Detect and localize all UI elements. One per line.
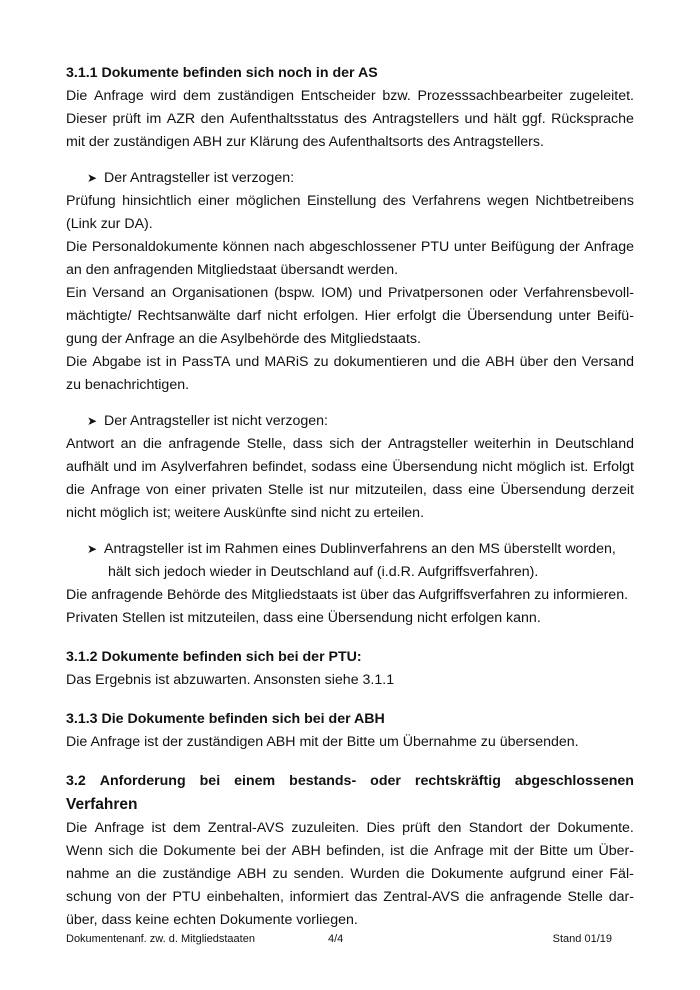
word: möglich <box>516 459 566 475</box>
word: und <box>358 285 383 301</box>
word: dass <box>432 482 463 498</box>
word: darf <box>236 308 262 324</box>
word: Prüfung <box>66 193 116 209</box>
word: PTU <box>172 889 201 905</box>
word: mitzuteilen, <box>355 482 427 498</box>
word: dokumentieren <box>333 354 428 370</box>
word: zu <box>272 866 288 882</box>
word: anfragende <box>168 436 241 452</box>
word: bei <box>199 773 221 789</box>
word: und <box>235 354 260 370</box>
word: die <box>409 843 429 859</box>
word: PTU <box>420 239 450 255</box>
word: können <box>222 239 270 255</box>
word: die <box>142 436 162 452</box>
word: von <box>117 889 141 905</box>
text-line <box>66 282 634 305</box>
word: nahme <box>66 866 110 882</box>
word: Prozesssachbearbeiter <box>417 88 563 104</box>
word: bei <box>241 843 261 859</box>
text-line: Die Anfrage ist der zuständigen ABH mit der Bitte um Übernahme zu übersenden. <box>66 734 579 750</box>
word: ABH <box>237 866 267 882</box>
section-heading-3-1-3: 3.1.3 Die Dokumente befinden sich bei der ABH <box>66 711 385 727</box>
word: Zentral-AVS <box>383 889 460 905</box>
word: Beifü- <box>596 308 634 324</box>
word: nur <box>328 482 350 498</box>
word: möglichen <box>235 193 301 209</box>
text-line: nicht möglich ist; weitere Auskünfte sind nicht zu erteilen. <box>66 505 425 521</box>
word: der <box>360 436 382 452</box>
word: des <box>382 193 406 209</box>
word: Die <box>66 820 88 836</box>
bullet-item <box>87 167 634 190</box>
word: Aufenthaltsstatus <box>229 111 339 127</box>
text-line <box>66 479 634 502</box>
word: die <box>66 482 85 498</box>
word: Privatpersonen <box>387 285 484 301</box>
word: ABH <box>485 354 515 370</box>
text-line <box>66 817 634 840</box>
word: die <box>461 354 481 370</box>
word: den <box>200 111 225 127</box>
bullet-text: Der Antragsteller ist nicht verzogen: <box>104 413 328 429</box>
word: Ein <box>66 285 87 301</box>
bullet-item <box>87 538 634 561</box>
arrow-bullet-icon: ➤ <box>87 542 98 556</box>
word: rechtskräftig <box>414 773 501 789</box>
word: Antragsteller <box>388 436 468 452</box>
word: Die <box>66 239 88 255</box>
text-line <box>66 351 634 374</box>
word: IOM) <box>320 285 353 301</box>
word: einbehalten, <box>206 889 284 905</box>
word: aufhält <box>66 459 109 475</box>
word: einer <box>174 482 207 498</box>
arrow-bullet-icon: ➤ <box>87 171 98 185</box>
word: wird <box>150 88 177 104</box>
word: erfolgen. <box>303 308 359 324</box>
word: ist <box>146 354 161 370</box>
text-line <box>66 108 634 131</box>
word: zuzuleiten. <box>291 820 360 836</box>
text-line <box>66 85 634 108</box>
word: derzeit <box>591 482 634 498</box>
word: informiert <box>289 889 349 905</box>
word: oder <box>489 285 518 301</box>
word: im <box>141 459 157 475</box>
text-line <box>66 456 634 479</box>
text-line: zu benachrichtigen. <box>66 377 190 393</box>
word: abgeschlossener <box>309 239 417 255</box>
text-line: gung der Anfrage an die Asylbehörde des Mitgliedstaats. <box>66 331 421 347</box>
word: Abgabe <box>92 354 142 370</box>
word: und <box>113 459 137 475</box>
text-line <box>66 305 634 328</box>
word: Standort <box>468 820 523 836</box>
word: Antwort <box>66 436 115 452</box>
word: Anfrage <box>90 482 141 498</box>
word: Entscheider <box>300 88 376 104</box>
word: ist <box>309 482 324 498</box>
word: Anfrage <box>94 820 145 836</box>
word: einer <box>571 866 604 882</box>
word: ist. <box>570 459 589 475</box>
word: Stelle, <box>246 436 287 452</box>
word: Übersendung <box>467 308 553 324</box>
word: der <box>559 239 580 255</box>
word: Zentral-AVS <box>207 820 285 836</box>
word: nicht <box>482 459 513 475</box>
word: Fäl- <box>609 866 634 882</box>
word: und <box>464 111 489 127</box>
bullet-continuation: hält sich jedoch wieder in Deutschland auf (i.d.R. Aufgriffsverfahren). <box>108 564 539 580</box>
word: AZR <box>166 111 196 127</box>
word: die <box>137 866 157 882</box>
text-line <box>66 236 634 259</box>
word: befinden, <box>326 843 385 859</box>
word: privaten <box>211 482 263 498</box>
word: wegen <box>487 193 529 209</box>
word: oder <box>370 773 401 789</box>
word: Einstellung <box>306 193 377 209</box>
word: (bspw. <box>274 285 316 301</box>
bullet-text: Der Antragsteller ist verzogen: <box>104 170 295 186</box>
word: Die <box>66 354 88 370</box>
word: an <box>150 285 167 301</box>
word: Dokumente <box>430 866 504 882</box>
word: prüft <box>112 111 141 127</box>
word: Versand <box>92 285 145 301</box>
word: Nichtbetreibens <box>535 193 634 209</box>
word: bzw. <box>382 88 411 104</box>
word: der <box>265 843 287 859</box>
word: an <box>115 866 132 882</box>
word: weiterhin <box>474 436 531 452</box>
word: die <box>442 308 462 324</box>
text-line: Die anfragende Behörde des Mitgliedstaats ist über das Aufgriffsverfahren zu informieren. <box>66 587 629 603</box>
text-line <box>66 840 634 863</box>
word: Erfolgt <box>592 459 634 475</box>
word: eine <box>468 482 495 498</box>
word: PassTA <box>181 354 231 370</box>
word: Die <box>66 88 88 104</box>
word: 3.2 <box>66 773 86 789</box>
word: ABH <box>291 843 321 859</box>
word: Beifügung <box>490 239 555 255</box>
word: Stelle <box>567 889 603 905</box>
text-line: über, dass keine echten Dokumente vorliegen. <box>66 912 358 928</box>
word: den <box>437 820 462 836</box>
word: Stelle <box>267 482 304 498</box>
bullet-item <box>87 410 634 433</box>
footer-title: Dokumentenanf. zw. d. Mitgliedstaaten <box>66 933 255 945</box>
word: MARiS <box>264 354 309 370</box>
word: eine <box>360 459 388 475</box>
word: um <box>573 843 594 859</box>
text-line <box>66 863 634 886</box>
word: Rechtsanwälte <box>137 308 231 324</box>
word: Versand <box>581 354 634 370</box>
word: Dieser <box>66 111 107 127</box>
word: sich <box>108 843 134 859</box>
section-heading-3-2 <box>66 770 634 793</box>
word: Hier <box>364 308 391 324</box>
word: Asylverfahren <box>161 459 248 475</box>
word: unter <box>558 308 591 324</box>
word: der <box>513 843 535 859</box>
arrow-bullet-icon: ➤ <box>87 414 98 428</box>
word: befindet, <box>252 459 307 475</box>
word: nicht <box>267 308 298 324</box>
word: bestands- <box>289 773 357 789</box>
word: Anfrage <box>94 88 144 104</box>
word: hinsichtlich <box>122 193 192 209</box>
word: schung <box>66 889 112 905</box>
word: ggf. <box>521 111 546 127</box>
word: Wenn <box>66 843 103 859</box>
word: das <box>354 889 378 905</box>
word: Personaldokumente <box>91 239 219 255</box>
word: zuständigen <box>217 88 295 104</box>
word: Organisationen <box>171 285 269 301</box>
word: ist <box>151 820 166 836</box>
word: an <box>120 436 137 452</box>
word: Bitte <box>539 843 568 859</box>
word: von <box>145 482 169 498</box>
word: erfolgt <box>396 308 437 324</box>
word: Über- <box>598 843 634 859</box>
word: unter <box>453 239 487 255</box>
text-line: an den anfragenden Mitgliedstaat übersandt werden. <box>66 262 399 278</box>
word: Übersendung <box>500 482 586 498</box>
word: in <box>537 436 549 452</box>
word: dem <box>183 88 211 104</box>
word: anfragende <box>489 889 562 905</box>
word: ist <box>390 843 405 859</box>
word: und <box>432 354 457 370</box>
text-line <box>66 886 634 909</box>
word: dar- <box>608 889 634 905</box>
word: zuständige <box>162 866 232 882</box>
page-number: 4/4 <box>328 933 344 945</box>
word: Rücksprache <box>551 111 634 127</box>
word: die <box>138 843 158 859</box>
word: Verfahrens <box>412 193 481 209</box>
section-heading-3-1-1: 3.1.1 Dokumente befinden sich noch in der AS <box>66 65 378 81</box>
word: hält <box>493 111 517 127</box>
text-line: Privaten Stellen ist mitzuteilen, dass eine Übersendung nicht erfolgen kann. <box>66 610 541 626</box>
document-page <box>66 62 634 932</box>
word: dem <box>172 820 201 836</box>
word: Dokumente. <box>557 820 634 836</box>
word: Verfahrensbevoll- <box>523 285 634 301</box>
word: zugeleitet. <box>569 88 634 104</box>
word: über <box>519 354 549 370</box>
word: Anfrage <box>434 843 484 859</box>
word: den <box>553 354 577 370</box>
word: Dokumente <box>163 843 236 859</box>
word: Übersendung <box>392 459 478 475</box>
text-line <box>66 433 634 456</box>
text-line: Das Ergebnis ist abzuwarten. Ansonsten siehe 3.1.1 <box>66 672 395 688</box>
word: einer <box>197 193 230 209</box>
word: Anforderung <box>99 773 186 789</box>
word: der <box>146 889 167 905</box>
word: Wurden <box>350 866 400 882</box>
bullet-text: Antragsteller ist im Rahmen eines Dublinverfahrens an den MS überstellt worden, <box>104 541 616 557</box>
word: zu <box>313 354 329 370</box>
word: dass <box>292 436 323 452</box>
word: Antragstellers <box>372 111 460 127</box>
word: Dies <box>366 820 395 836</box>
word: aufgrund <box>509 866 566 882</box>
word: die <box>405 866 425 882</box>
word: abgeschlossenen <box>514 773 634 789</box>
word: senden. <box>293 866 345 882</box>
word: des <box>343 111 367 127</box>
word: einem <box>234 773 276 789</box>
word: die <box>465 889 485 905</box>
word: prüft <box>402 820 431 836</box>
footer-version: Stand 01/19 <box>552 933 612 945</box>
word: sodass <box>311 459 357 475</box>
word: mit <box>489 843 509 859</box>
word: der <box>529 820 551 836</box>
word: in <box>165 354 177 370</box>
text-line: mit der zuständigen ABH zur Klärung des Aufenthaltsorts des Antragstellers. <box>66 134 544 150</box>
section-heading-3-1-2: 3.1.2 Dokumente befinden sich bei der PTU: <box>66 649 362 665</box>
section-heading-3-2-cont: Verfahren <box>66 796 138 813</box>
word: sich <box>329 436 355 452</box>
word: Anfrage <box>584 239 634 255</box>
word: Deutschland <box>555 436 634 452</box>
text-line: (Link zur DA). <box>66 216 153 232</box>
text-line <box>66 190 634 213</box>
word: mächtigte/ <box>66 308 132 324</box>
word: im <box>146 111 162 127</box>
word: nach <box>273 239 305 255</box>
